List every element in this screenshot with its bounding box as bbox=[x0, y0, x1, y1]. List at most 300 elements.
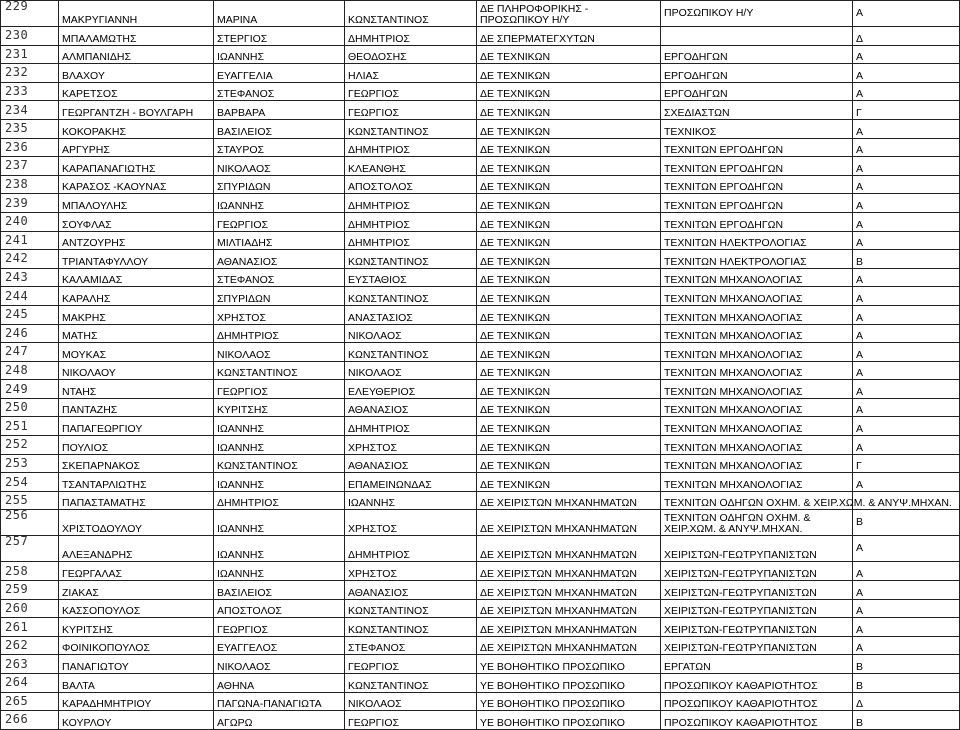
row-number: 234 bbox=[1, 101, 59, 120]
cell-category: ΔΕ ΧΕΙΡΙΣΤΩΝ ΜΗΧΑΝΗΜΑΤΩΝ bbox=[477, 599, 661, 618]
cell-specialty: ΤΕΧΝΙΤΩΝ ΗΛΕΚΤΡΟΛΟΓΙΑΣ bbox=[661, 250, 853, 269]
cell-surname: ΤΣΑΝΤΑΡΛΙΩΤΗΣ bbox=[59, 473, 214, 492]
cell-father: ΚΩΝΣΤΑΝΤΙΝΟΣ bbox=[345, 119, 477, 138]
row-number: 246 bbox=[1, 324, 59, 343]
cell-category: ΔΕ ΤΕΧΝΙΚΩΝ bbox=[477, 268, 661, 287]
cell-surname: ΚΑΡΑΠΑΝΑΓΙΩΤΗΣ bbox=[59, 157, 214, 176]
table-row bbox=[1, 562, 960, 581]
cell-surname: ΑΡΓΥΡΗΣ bbox=[59, 138, 214, 157]
cell-name: ΔΗΜΗΤΡΙΟΣ bbox=[214, 491, 345, 510]
cell-specialty: ΤΕΧΝΙΤΩΝ ΕΡΓΟΔΗΓΩΝ bbox=[661, 157, 853, 176]
row-number: 233 bbox=[1, 82, 59, 101]
cell-category: ΥΕ ΒΟΗΘΗΤΙΚΟ ΠΡΟΣΩΠΙΚΟ bbox=[477, 655, 661, 674]
cell-category: ΔΕ ΤΕΧΝΙΚΩΝ bbox=[477, 250, 661, 269]
cell-father: ΓΕΩΡΓΙΟΣ bbox=[345, 82, 477, 101]
cell-surname: ΚΑΡΑΛΗΣ bbox=[59, 287, 214, 306]
cell-surname: ΤΡΙΑΝΤΑΦΥΛΛΟΥ bbox=[59, 250, 214, 269]
row-number: 264 bbox=[1, 674, 59, 693]
cell-name: ΓΕΩΡΓΙΟΣ bbox=[214, 380, 345, 399]
cell-specialty: ΕΡΓΟΔΗΓΩΝ bbox=[661, 64, 853, 83]
cell-category: ΥΕ ΒΟΗΘΗΤΙΚΟ ΠΡΟΣΩΠΙΚΟ bbox=[477, 711, 661, 730]
cell-surname: ΚΥΡΙΤΣΗΣ bbox=[59, 618, 214, 637]
cell-specialty: ΠΡΟΣΩΠΙΚΟΥ ΚΑΘΑΡΙΟΤΗΤΟΣ bbox=[661, 692, 853, 711]
table-row bbox=[1, 250, 960, 269]
cell-grade: Α bbox=[853, 343, 960, 362]
cell-surname: ΒΛΑΧΟΥ bbox=[59, 64, 214, 83]
cell-surname: ΚΑΡΑΣΟΣ -ΚΑΟΥΝΑΣ bbox=[59, 175, 214, 194]
cell-name: ΕΥΑΓΓΕΛΙΑ bbox=[214, 64, 345, 83]
cell-specialty: ΤΕΧΝΙΤΩΝ ΜΗΧΑΝΟΛΟΓΙΑΣ bbox=[661, 343, 853, 362]
cell-surname: ΠΟΥΛΙΟΣ bbox=[59, 436, 214, 455]
cell-specialty: ΠΡΟΣΩΠΙΚΟΥ ΚΑΘΑΡΙΟΤΗΤΟΣ bbox=[661, 674, 853, 693]
cell-category: ΔΕ ΣΠΕΡΜΑΤΕΓΧΥΤΩΝ bbox=[477, 27, 661, 46]
table-row bbox=[1, 674, 960, 693]
cell-specialty: ΤΕΧΝΙΤΩΝ ΜΗΧΑΝΟΛΟΓΙΑΣ bbox=[661, 380, 853, 399]
cell-name: ΝΙΚΟΛΑΟΣ bbox=[214, 343, 345, 362]
cell-surname: ΜΑΚΡΗΣ bbox=[59, 305, 214, 324]
cell-grade: Β bbox=[853, 655, 960, 674]
cell-name: ΔΗΜΗΤΡΙΟΣ bbox=[214, 324, 345, 343]
cell-father: ΔΗΜΗΤΡΙΟΣ bbox=[345, 231, 477, 250]
cell-father: ΚΩΝΣΤΑΝΤΙΝΟΣ bbox=[345, 250, 477, 269]
cell-name: ΕΥΑΓΓΕΛΟΣ bbox=[214, 636, 345, 655]
row-number: 245 bbox=[1, 305, 59, 324]
table-row bbox=[1, 510, 960, 536]
cell-grade: Α bbox=[853, 536, 960, 562]
cell-grade: Δ bbox=[853, 692, 960, 711]
cell-specialty: ΧΕΙΡΙΣΤΩΝ-ΓΕΩΤΡΥΠΑΝΙΣΤΩΝ bbox=[661, 636, 853, 655]
cell-father: ΚΩΝΣΤΑΝΤΙΝΟΣ bbox=[345, 618, 477, 637]
row-number: 253 bbox=[1, 454, 59, 473]
cell-category: ΔΕ ΧΕΙΡΙΣΤΩΝ ΜΗΧΑΝΗΜΑΤΩΝ bbox=[477, 536, 661, 562]
table-row bbox=[1, 581, 960, 600]
table-row bbox=[1, 157, 960, 176]
row-number: 231 bbox=[1, 45, 59, 64]
cell-surname: ΧΡΙΣΤΟΔΟΥΛΟΥ bbox=[59, 510, 214, 536]
cell-grade: Α bbox=[853, 287, 960, 306]
cell-grade: Α bbox=[853, 64, 960, 83]
cell-surname: ΖΙΑΚΑΣ bbox=[59, 581, 214, 600]
cell-father: ΓΕΩΡΓΙΟΣ bbox=[345, 101, 477, 120]
cell-grade: Α bbox=[853, 1, 960, 27]
cell-father: ΣΤΕΦΑΝΟΣ bbox=[345, 636, 477, 655]
cell-name: ΑΘΑΝΑΣΙΟΣ bbox=[214, 250, 345, 269]
cell-surname: ΝΙΚΟΛΑΟΥ bbox=[59, 361, 214, 380]
cell-category: ΔΕ ΧΕΙΡΙΣΤΩΝ ΜΗΧΑΝΗΜΑΤΩΝ bbox=[477, 636, 661, 655]
cell-name: ΙΩΑΝΝΗΣ bbox=[214, 536, 345, 562]
cell-specialty: ΤΕΧΝΙΤΩΝ ΜΗΧΑΝΟΛΟΓΙΑΣ bbox=[661, 473, 853, 492]
cell-name: ΧΡΗΣΤΟΣ bbox=[214, 305, 345, 324]
cell-surname: ΓΕΩΡΓΑΛΑΣ bbox=[59, 562, 214, 581]
table-row bbox=[1, 305, 960, 324]
row-number: 263 bbox=[1, 655, 59, 674]
cell-father: ΧΡΗΣΤΟΣ bbox=[345, 510, 477, 536]
cell-grade: Α bbox=[853, 175, 960, 194]
table-row bbox=[1, 82, 960, 101]
cell-grade: Α bbox=[853, 194, 960, 213]
cell-father: ΚΩΝΣΤΑΝΤΙΝΟΣ bbox=[345, 287, 477, 306]
table-row bbox=[1, 324, 960, 343]
cell-name: ΙΩΑΝΝΗΣ bbox=[214, 510, 345, 536]
cell-category: ΔΕ ΤΕΧΝΙΚΩΝ bbox=[477, 343, 661, 362]
cell-father: ΔΗΜΗΤΡΙΟΣ bbox=[345, 194, 477, 213]
cell-category: ΔΕ ΤΕΧΝΙΚΩΝ bbox=[477, 473, 661, 492]
cell-surname: ΚΟΥΡΛΟΥ bbox=[59, 711, 214, 730]
table-row bbox=[1, 64, 960, 83]
table-row bbox=[1, 101, 960, 120]
row-number: 249 bbox=[1, 380, 59, 399]
table-row bbox=[1, 473, 960, 492]
cell-grade: Α bbox=[853, 45, 960, 64]
cell-name: ΚΩΝΣΤΑΝΤΙΝΟΣ bbox=[214, 454, 345, 473]
cell-father: ΑΘΑΝΑΣΙΟΣ bbox=[345, 454, 477, 473]
cell-surname: ΜΠΑΛΟΥΛΗΣ bbox=[59, 194, 214, 213]
cell-category: ΔΕ ΤΕΧΝΙΚΩΝ bbox=[477, 101, 661, 120]
cell-surname: ΑΛΕΞΑΝΔΡΗΣ bbox=[59, 536, 214, 562]
row-number: 248 bbox=[1, 361, 59, 380]
cell-surname: ΚΑΡΕΤΣΟΣ bbox=[59, 82, 214, 101]
cell-specialty: ΤΕΧΝΙΤΩΝ ΕΡΓΟΔΗΓΩΝ bbox=[661, 175, 853, 194]
cell-surname: ΠΑΝΤΑΖΗΣ bbox=[59, 398, 214, 417]
row-number: 247 bbox=[1, 343, 59, 362]
cell-father: ΑΠΟΣΤΟΛΟΣ bbox=[345, 175, 477, 194]
row-number: 242 bbox=[1, 250, 59, 269]
cell-specialty: ΤΕΧΝΙΤΩΝ ΜΗΧΑΝΟΛΟΓΙΑΣ bbox=[661, 305, 853, 324]
cell-surname: ΑΝΤΖΟΥΡΗΣ bbox=[59, 231, 214, 250]
cell-surname: ΚΑΛΑΜΙΔΑΣ bbox=[59, 268, 214, 287]
cell-grade: Α bbox=[853, 398, 960, 417]
cell-father: ΑΘΑΝΑΣΙΟΣ bbox=[345, 398, 477, 417]
cell-father: ΑΝΑΣΤΑΣΙΟΣ bbox=[345, 305, 477, 324]
cell-father: ΚΩΝΣΤΑΝΤΙΝΟΣ bbox=[345, 599, 477, 618]
cell-father: ΔΗΜΗΤΡΙΟΣ bbox=[345, 212, 477, 231]
cell-father: ΚΛΕΑΝΘΗΣ bbox=[345, 157, 477, 176]
cell-category: ΔΕ ΤΕΧΝΙΚΩΝ bbox=[477, 231, 661, 250]
cell-surname: ΒΑΛΤΑ bbox=[59, 674, 214, 693]
cell-grade: Β bbox=[853, 711, 960, 730]
cell-father: ΔΗΜΗΤΡΙΟΣ bbox=[345, 417, 477, 436]
cell-category: ΔΕ ΤΕΧΝΙΚΩΝ bbox=[477, 82, 661, 101]
cell-father: ΝΙΚΟΛΑΟΣ bbox=[345, 324, 477, 343]
cell-grade: Β bbox=[853, 250, 960, 269]
row-number: 258 bbox=[1, 562, 59, 581]
table-row bbox=[1, 361, 960, 380]
cell-father: ΘΕΟΔΟΣΗΣ bbox=[345, 45, 477, 64]
cell-surname: ΣΟΥΦΛΑΣ bbox=[59, 212, 214, 231]
cell-name: ΣΠΥΡΙΔΩΝ bbox=[214, 175, 345, 194]
row-number: 236 bbox=[1, 138, 59, 157]
cell-category: ΔΕ ΤΕΧΝΙΚΩΝ bbox=[477, 64, 661, 83]
cell-category: ΔΕ ΧΕΙΡΙΣΤΩΝ ΜΗΧΑΝΗΜΑΤΩΝ bbox=[477, 618, 661, 637]
cell-name: ΙΩΑΝΝΗΣ bbox=[214, 194, 345, 213]
cell-grade: Α bbox=[853, 119, 960, 138]
cell-specialty: ΣΧΕΔΙΑΣΤΩΝ bbox=[661, 101, 853, 120]
cell-name: ΠΑΓΩΝΑ-ΠΑΝΑΓΙΩΤΑ bbox=[214, 692, 345, 711]
row-number: 237 bbox=[1, 157, 59, 176]
cell-category: ΔΕ ΤΕΧΝΙΚΩΝ bbox=[477, 361, 661, 380]
cell-specialty: ΤΕΧΝΙΤΩΝ ΜΗΧΑΝΟΛΟΓΙΑΣ bbox=[661, 287, 853, 306]
cell-specialty: ΧΕΙΡΙΣΤΩΝ-ΓΕΩΤΡΥΠΑΝΙΣΤΩΝ bbox=[661, 599, 853, 618]
row-number: 250 bbox=[1, 398, 59, 417]
table-row bbox=[1, 380, 960, 399]
row-number: 257 bbox=[1, 536, 59, 562]
cell-grade: Α bbox=[853, 82, 960, 101]
cell-grade: Β bbox=[853, 674, 960, 693]
cell-name: ΑΠΟΣΤΟΛΟΣ bbox=[214, 599, 345, 618]
table-row bbox=[1, 138, 960, 157]
cell-category: ΔΕ ΤΕΧΝΙΚΩΝ bbox=[477, 324, 661, 343]
row-number: 229 bbox=[1, 1, 59, 27]
cell-name: ΒΑΣΙΛΕΙΟΣ bbox=[214, 119, 345, 138]
cell-grade: Α bbox=[853, 268, 960, 287]
cell-surname: ΜΠΑΛΑΜΩΤΗΣ bbox=[59, 27, 214, 46]
cell-father: ΑΘΑΝΑΣΙΟΣ bbox=[345, 581, 477, 600]
cell-surname: ΜΟΥΚΑΣ bbox=[59, 343, 214, 362]
table-row bbox=[1, 636, 960, 655]
cell-name: ΙΩΑΝΝΗΣ bbox=[214, 45, 345, 64]
cell-specialty: ΤΕΧΝΙΤΩΝ ΜΗΧΑΝΟΛΟΓΙΑΣ bbox=[661, 436, 853, 455]
cell-specialty: ΧΕΙΡΙΣΤΩΝ-ΓΕΩΤΡΥΠΑΝΙΣΤΩΝ bbox=[661, 618, 853, 637]
cell-father: ΔΗΜΗΤΡΙΟΣ bbox=[345, 27, 477, 46]
cell-specialty: ΕΡΓΟΔΗΓΩΝ bbox=[661, 82, 853, 101]
cell-father: ΝΙΚΟΛΑΟΣ bbox=[345, 361, 477, 380]
cell-specialty: ΠΡΟΣΩΠΙΚΟΥ Η/Υ bbox=[661, 1, 853, 27]
cell-specialty: ΧΕΙΡΙΣΤΩΝ-ΓΕΩΤΡΥΠΑΝΙΣΤΩΝ bbox=[661, 562, 853, 581]
row-number: 266 bbox=[1, 711, 59, 730]
table-row bbox=[1, 343, 960, 362]
row-number: 265 bbox=[1, 692, 59, 711]
cell-grade: Α bbox=[853, 361, 960, 380]
table-row bbox=[1, 599, 960, 618]
table-row bbox=[1, 287, 960, 306]
table-row bbox=[1, 45, 960, 64]
table-row bbox=[1, 711, 960, 730]
table-body bbox=[1, 1, 960, 730]
cell-surname: ΜΑΤΗΣ bbox=[59, 324, 214, 343]
cell-father: ΝΙΚΟΛΑΟΣ bbox=[345, 692, 477, 711]
cell-category: ΥΕ ΒΟΗΘΗΤΙΚΟ ΠΡΟΣΩΠΙΚΟ bbox=[477, 692, 661, 711]
cell-category: ΔΕ ΤΕΧΝΙΚΩΝ bbox=[477, 454, 661, 473]
cell-specialty bbox=[661, 27, 853, 46]
cell-specialty: ΤΕΧΝΙΤΩΝ ΜΗΧΑΝΟΛΟΓΙΑΣ bbox=[661, 398, 853, 417]
cell-category: ΔΕ ΤΕΧΝΙΚΩΝ bbox=[477, 380, 661, 399]
row-number: 238 bbox=[1, 175, 59, 194]
cell-specialty: ΧΕΙΡΙΣΤΩΝ-ΓΕΩΤΡΥΠΑΝΙΣΤΩΝ bbox=[661, 581, 853, 600]
cell-grade: Α bbox=[853, 380, 960, 399]
cell-category: ΔΕ ΤΕΧΝΙΚΩΝ bbox=[477, 287, 661, 306]
cell-specialty: ΧΕΙΡΙΣΤΩΝ-ΓΕΩΤΡΥΠΑΝΙΣΤΩΝ bbox=[661, 536, 853, 562]
table-row bbox=[1, 692, 960, 711]
cell-specialty: ΕΡΓΟΔΗΓΩΝ bbox=[661, 45, 853, 64]
cell-father: ΗΛΙΑΣ bbox=[345, 64, 477, 83]
row-number: 260 bbox=[1, 599, 59, 618]
cell-grade: Α bbox=[853, 436, 960, 455]
table-row bbox=[1, 398, 960, 417]
cell-category: ΔΕ ΤΕΧΝΙΚΩΝ bbox=[477, 305, 661, 324]
cell-category: ΔΕ ΤΕΧΝΙΚΩΝ bbox=[477, 398, 661, 417]
cell-name: ΑΓΩΡΩ bbox=[214, 711, 345, 730]
cell-grade: Α bbox=[853, 599, 960, 618]
cell-surname: ΚΑΡΑΔΗΜΗΤΡΙΟΥ bbox=[59, 692, 214, 711]
cell-category: ΔΕ ΤΕΧΝΙΚΩΝ bbox=[477, 212, 661, 231]
cell-category: ΥΕ ΒΟΗΘΗΤΙΚΟ ΠΡΟΣΩΠΙΚΟ bbox=[477, 674, 661, 693]
cell-father: ΕΛΕΥΘΕΡΙΟΣ bbox=[345, 380, 477, 399]
table-row bbox=[1, 618, 960, 637]
cell-father: ΔΗΜΗΤΡΙΟΣ bbox=[345, 536, 477, 562]
cell-specialty: ΤΕΧΝΙΤΩΝ ΜΗΧΑΝΟΛΟΓΙΑΣ bbox=[661, 361, 853, 380]
cell-name: ΑΘΗΝΑ bbox=[214, 674, 345, 693]
cell-surname: ΜΑΚΡΥΓΙΑΝΝΗ bbox=[59, 1, 214, 27]
cell-name: ΜΑΡΙΝΑ bbox=[214, 1, 345, 27]
table-row bbox=[1, 436, 960, 455]
cell-name: ΙΩΑΝΝΗΣ bbox=[214, 562, 345, 581]
row-number: 262 bbox=[1, 636, 59, 655]
cell-grade: Α bbox=[853, 618, 960, 637]
row-number: 256 bbox=[1, 510, 59, 536]
cell-category: ΔΕ ΤΕΧΝΙΚΩΝ bbox=[477, 45, 661, 64]
cell-grade: Α bbox=[853, 157, 960, 176]
row-number: 261 bbox=[1, 618, 59, 637]
row-number: 230 bbox=[1, 27, 59, 46]
cell-category: ΔΕ ΧΕΙΡΙΣΤΩΝ ΜΗΧΑΝΗΜΑΤΩΝ bbox=[477, 562, 661, 581]
cell-specialty: ΕΡΓΑΤΩΝ bbox=[661, 655, 853, 674]
cell-grade: Α bbox=[853, 636, 960, 655]
table-row bbox=[1, 27, 960, 46]
cell-grade: Α bbox=[853, 562, 960, 581]
cell-specialty: ΤΕΧΝΙΤΩΝ ΕΡΓΟΔΗΓΩΝ bbox=[661, 138, 853, 157]
cell-father: ΕΠΑΜΕΙΝΩΝΔΑΣ bbox=[345, 473, 477, 492]
row-number: 251 bbox=[1, 417, 59, 436]
table-row bbox=[1, 194, 960, 213]
row-number: 240 bbox=[1, 212, 59, 231]
cell-grade: Β bbox=[853, 510, 960, 536]
cell-surname: ΝΤΑΗΣ bbox=[59, 380, 214, 399]
cell-grade: Α bbox=[853, 473, 960, 492]
row-number: 243 bbox=[1, 268, 59, 287]
cell-grade: Γ bbox=[853, 454, 960, 473]
cell-specialty: ΤΕΧΝΙΤΩΝ ΟΔΗΓΩΝ ΟΧΗΜ. & ΧΕΙΡ.ΧΩΜ. & ΑΝΥΨ.ΜΗΧΑΝ. bbox=[661, 491, 853, 510]
table-row bbox=[1, 212, 960, 231]
cell-father: ΧΡΗΣΤΟΣ bbox=[345, 562, 477, 581]
cell-specialty: ΤΕΧΝΙΤΩΝ ΜΗΧΑΝΟΛΟΓΙΑΣ bbox=[661, 324, 853, 343]
row-number: 232 bbox=[1, 64, 59, 83]
cell-specialty: ΤΕΧΝΙΤΩΝ ΜΗΧΑΝΟΛΟΓΙΑΣ bbox=[661, 268, 853, 287]
cell-grade: Γ bbox=[853, 101, 960, 120]
cell-grade: Α bbox=[853, 305, 960, 324]
row-number: 241 bbox=[1, 231, 59, 250]
table-row bbox=[1, 417, 960, 436]
row-number: 239 bbox=[1, 194, 59, 213]
row-number: 259 bbox=[1, 581, 59, 600]
cell-name: ΚΩΝΣΤΑΝΤΙΝΟΣ bbox=[214, 361, 345, 380]
cell-father: ΚΩΝΣΤΑΝΤΙΝΟΣ bbox=[345, 674, 477, 693]
cell-grade: Α bbox=[853, 212, 960, 231]
cell-name: ΒΑΣΙΛΕΙΟΣ bbox=[214, 581, 345, 600]
cell-category: ΔΕ ΧΕΙΡΙΣΤΩΝ ΜΗΧΑΝΗΜΑΤΩΝ bbox=[477, 510, 661, 536]
cell-name: ΣΤΕΦΑΝΟΣ bbox=[214, 268, 345, 287]
table-row bbox=[1, 655, 960, 674]
table-row bbox=[1, 231, 960, 250]
cell-father: ΚΩΝΣΤΑΝΤΙΝΟΣ bbox=[345, 343, 477, 362]
cell-specialty: ΠΡΟΣΩΠΙΚΟΥ ΚΑΘΑΡΙΟΤΗΤΟΣ bbox=[661, 711, 853, 730]
cell-name: ΝΙΚΟΛΑΟΣ bbox=[214, 157, 345, 176]
cell-category: ΔΕ ΧΕΙΡΙΣΤΩΝ ΜΗΧΑΝΗΜΑΤΩΝ bbox=[477, 491, 661, 510]
cell-category: ΔΕ ΤΕΧΝΙΚΩΝ bbox=[477, 194, 661, 213]
cell-category: ΔΕ ΤΕΧΝΙΚΩΝ bbox=[477, 138, 661, 157]
cell-category: ΔΕ ΠΛΗΡΟΦΟΡΙΚΗΣ - ΠΡΟΣΩΠΙΚΟΥ Η/Υ bbox=[477, 1, 661, 27]
cell-father: ΓΕΩΡΓΙΟΣ bbox=[345, 711, 477, 730]
cell-specialty: ΤΕΧΝΙΤΩΝ ΕΡΓΟΔΗΓΩΝ bbox=[661, 194, 853, 213]
table-row bbox=[1, 1, 960, 27]
cell-name: ΝΙΚΟΛΑΟΣ bbox=[214, 655, 345, 674]
cell-surname: ΣΚΕΠΑΡΝΑΚΟΣ bbox=[59, 454, 214, 473]
row-number: 235 bbox=[1, 119, 59, 138]
cell-name: ΙΩΑΝΝΗΣ bbox=[214, 436, 345, 455]
table-row bbox=[1, 268, 960, 287]
cell-name: ΙΩΑΝΝΗΣ bbox=[214, 417, 345, 436]
cell-name: ΜΙΛΤΙΑΔΗΣ bbox=[214, 231, 345, 250]
table-row bbox=[1, 175, 960, 194]
cell-name: ΓΕΩΡΓΙΟΣ bbox=[214, 618, 345, 637]
cell-name: ΣΤΕΡΓΙΟΣ bbox=[214, 27, 345, 46]
cell-surname: ΚΟΚΟΡΑΚΗΣ bbox=[59, 119, 214, 138]
cell-father: ΙΩΑΝΝΗΣ bbox=[345, 491, 477, 510]
cell-surname: ΠΑΠΑΣΤΑΜΑΤΗΣ bbox=[59, 491, 214, 510]
cell-surname: ΚΑΣΣΟΠΟΥΛΟΣ bbox=[59, 599, 214, 618]
cell-name: ΣΠΥΡΙΔΩΝ bbox=[214, 287, 345, 306]
cell-name: ΓΕΩΡΓΙΟΣ bbox=[214, 212, 345, 231]
table-row bbox=[1, 119, 960, 138]
cell-category: ΔΕ ΧΕΙΡΙΣΤΩΝ ΜΗΧΑΝΗΜΑΤΩΝ bbox=[477, 581, 661, 600]
cell-category: ΔΕ ΤΕΧΝΙΚΩΝ bbox=[477, 417, 661, 436]
table-row bbox=[1, 454, 960, 473]
cell-category: ΔΕ ΤΕΧΝΙΚΩΝ bbox=[477, 175, 661, 194]
cell-grade: Α bbox=[853, 231, 960, 250]
cell-surname: ΑΛΜΠΑΝΙΔΗΣ bbox=[59, 45, 214, 64]
row-number: 252 bbox=[1, 436, 59, 455]
cell-surname: ΠΑΝΑΓΙΩΤΟΥ bbox=[59, 655, 214, 674]
cell-father: ΓΕΩΡΓΙΟΣ bbox=[345, 655, 477, 674]
cell-surname: ΓΕΩΡΓΑΝΤΖΗ - ΒΟΥΛΓΑΡΗ bbox=[59, 101, 214, 120]
cell-name: ΒΑΡΒΑΡΑ bbox=[214, 101, 345, 120]
table-row bbox=[1, 536, 960, 562]
row-number: 244 bbox=[1, 287, 59, 306]
cell-grade: Α bbox=[853, 138, 960, 157]
table-row bbox=[1, 491, 960, 510]
cell-specialty: ΤΕΧΝΙΤΩΝ ΜΗΧΑΝΟΛΟΓΙΑΣ bbox=[661, 417, 853, 436]
cell-specialty: ΤΕΧΝΙΤΩΝ ΗΛΕΚΤΡΟΛΟΓΙΑΣ bbox=[661, 231, 853, 250]
cell-specialty: ΤΕΧΝΙΤΩΝ ΕΡΓΟΔΗΓΩΝ bbox=[661, 212, 853, 231]
cell-father: ΔΗΜΗΤΡΙΟΣ bbox=[345, 138, 477, 157]
cell-grade: Α bbox=[853, 417, 960, 436]
row-number: 255 bbox=[1, 491, 59, 510]
cell-name: ΙΩΑΝΝΗΣ bbox=[214, 473, 345, 492]
cell-category: ΔΕ ΤΕΧΝΙΚΩΝ bbox=[477, 157, 661, 176]
cell-name: ΣΤΕΦΑΝΟΣ bbox=[214, 82, 345, 101]
cell-father: ΚΩΝΣΤΑΝΤΙΝΟΣ bbox=[345, 1, 477, 27]
cell-grade: Α bbox=[853, 581, 960, 600]
cell-name: ΚΥΡΙΤΣΗΣ bbox=[214, 398, 345, 417]
cell-grade: Δ bbox=[853, 27, 960, 46]
cell-grade: Α bbox=[853, 324, 960, 343]
cell-category: ΔΕ ΤΕΧΝΙΚΩΝ bbox=[477, 119, 661, 138]
cell-specialty: ΤΕΧΝΙΚΟΣ bbox=[661, 119, 853, 138]
cell-father: ΕΥΣΤΑΘΙΟΣ bbox=[345, 268, 477, 287]
cell-name: ΣΤΑΥΡΟΣ bbox=[214, 138, 345, 157]
cell-specialty: ΤΕΧΝΙΤΩΝ ΜΗΧΑΝΟΛΟΓΙΑΣ bbox=[661, 454, 853, 473]
cell-father: ΧΡΗΣΤΟΣ bbox=[345, 436, 477, 455]
cell-specialty: ΤΕΧΝΙΤΩΝ ΟΔΗΓΩΝ ΟΧΗΜ. & ΧΕΙΡ.ΧΩΜ. & ΑΝΥΨ.ΜΗΧΑΝ. bbox=[661, 510, 853, 536]
